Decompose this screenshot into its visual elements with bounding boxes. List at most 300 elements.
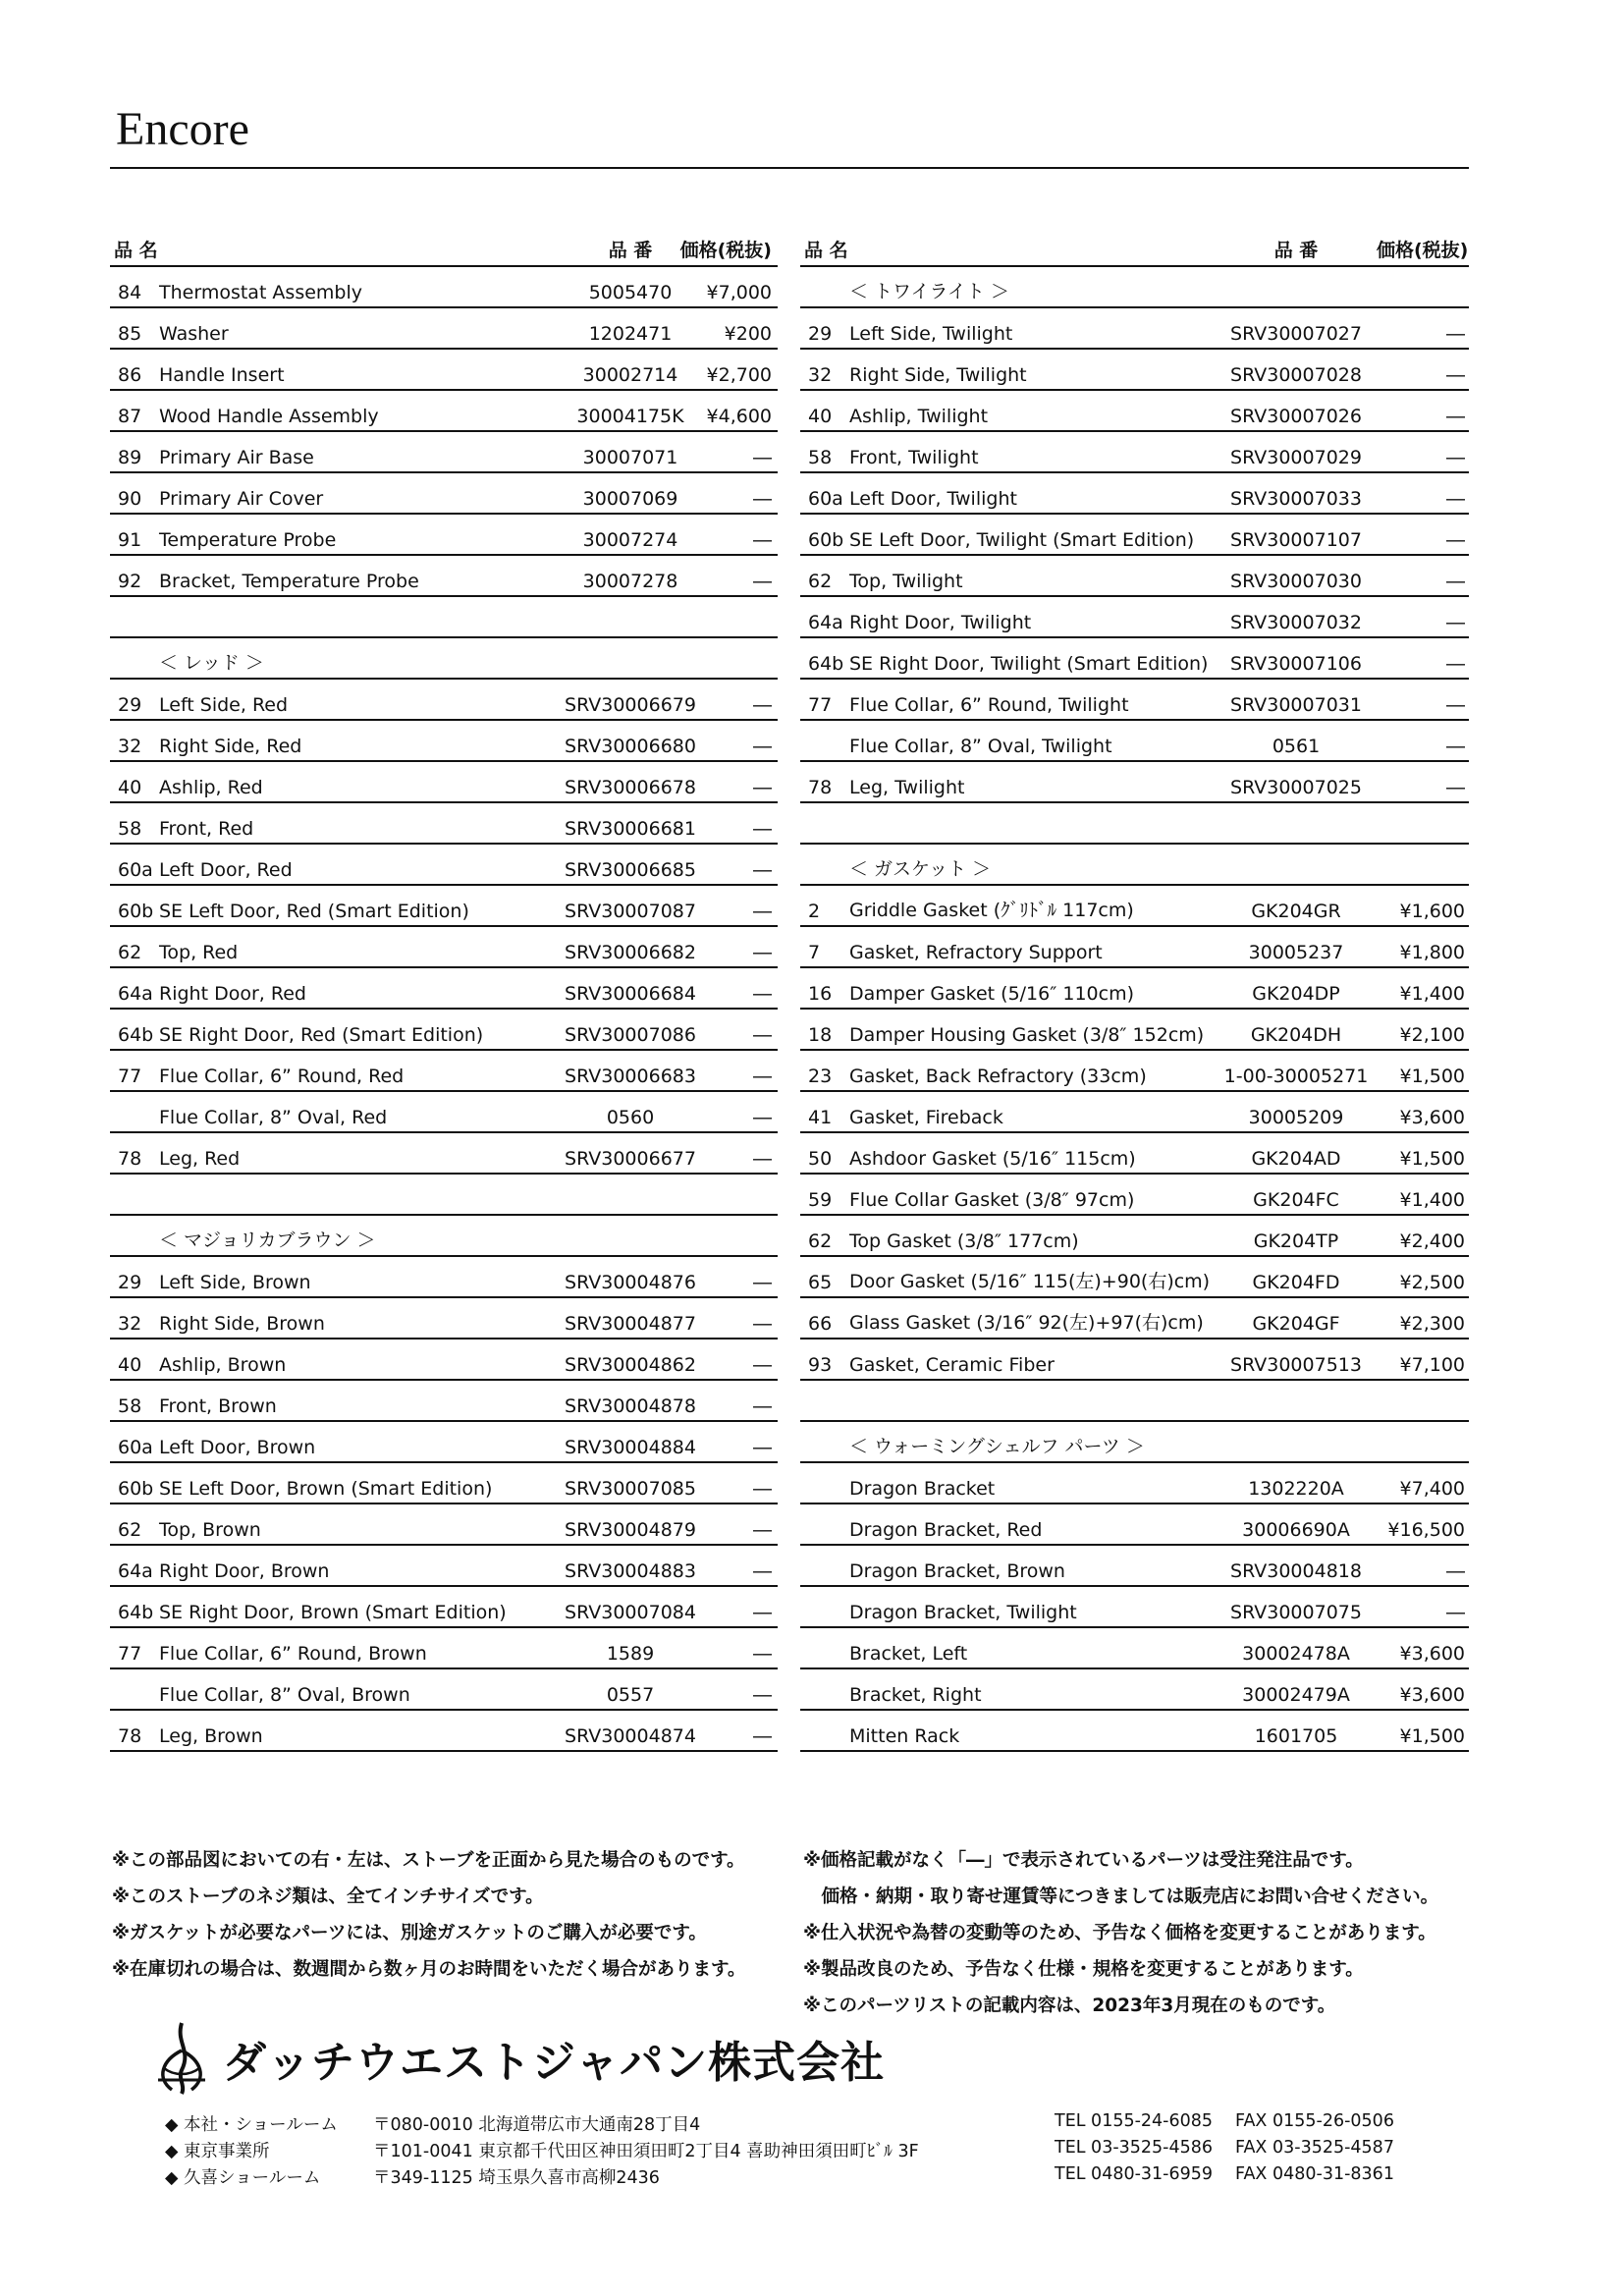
note-line: ※在庫切れの場合は、数週間から数ヶ月のお時間をいただく場合があります。 <box>112 1959 746 1980</box>
item-name: Flue Collar, 8” Oval, Twilight <box>849 736 1112 757</box>
note-line: ※仕入状況や為替の変動等のため、予告なく価格を変更することがあります。 <box>803 1923 1436 1943</box>
item-name: SE Left Door, Brown (Smart Edition) <box>159 1478 493 1500</box>
part-number: 30007071 <box>582 447 678 468</box>
item-price: ― <box>1446 736 1465 757</box>
item-number: 60a <box>808 488 843 510</box>
item-price: ― <box>753 529 772 551</box>
item-name: Leg, Twilight <box>849 777 965 798</box>
part-number: 30007069 <box>582 488 678 510</box>
table-row <box>800 432 1469 473</box>
part-number: SRV30006684 <box>565 983 696 1005</box>
office-fax: FAX 0155-26-0506 <box>1235 2111 1394 2131</box>
part-number: SRV30007107 <box>1230 529 1362 551</box>
section-title: ＜ マジョリカブラウン ＞ <box>159 1230 376 1251</box>
table-row <box>800 308 1469 350</box>
table-row <box>110 1092 778 1133</box>
table-row <box>110 1711 778 1752</box>
item-price: ¥2,700 <box>706 364 772 386</box>
item-name: Left Door, Red <box>159 859 293 881</box>
item-number: 60b <box>808 529 844 551</box>
item-name: Bracket, Temperature Probe <box>159 571 419 592</box>
item-number: 77 <box>808 694 833 716</box>
item-price: ¥3,600 <box>1399 1643 1465 1665</box>
item-name: Right Side, Twilight <box>849 364 1027 386</box>
item-price: ― <box>753 1560 772 1582</box>
table-row <box>800 391 1469 432</box>
table-row <box>800 597 1469 638</box>
table-header <box>800 236 1469 267</box>
item-name: Leg, Red <box>159 1148 241 1170</box>
item-name: Right Door, Twilight <box>849 612 1032 633</box>
part-number: 0561 <box>1272 736 1321 757</box>
table-row <box>110 721 778 762</box>
part-number: GK204AD <box>1251 1148 1341 1170</box>
item-name: Primary Air Base <box>159 447 314 468</box>
item-price: ¥1,800 <box>1399 942 1465 963</box>
item-price: ― <box>1446 488 1465 510</box>
item-price: ― <box>753 571 772 592</box>
table-row <box>110 680 778 721</box>
item-price: ― <box>753 447 772 468</box>
part-number: 0560 <box>606 1107 655 1128</box>
item-number: 64a <box>808 612 843 633</box>
table-row <box>110 1175 778 1216</box>
item-price: ¥7,100 <box>1399 1354 1465 1376</box>
parts-table-left <box>110 236 778 1752</box>
item-number: 78 <box>808 777 833 798</box>
table-row <box>110 927 778 968</box>
item-number: 86 <box>118 364 142 386</box>
table-row <box>800 1339 1469 1381</box>
table-row <box>800 1175 1469 1216</box>
table-row <box>800 1051 1469 1092</box>
part-number: SRV30006679 <box>565 694 696 716</box>
item-price: ― <box>753 736 772 757</box>
part-number: SRV30004884 <box>565 1437 696 1458</box>
item-name: SE Right Door, Twilight (Smart Edition) <box>849 653 1209 675</box>
item-name: Dragon Bracket, Brown <box>849 1560 1065 1582</box>
item-number: 40 <box>808 406 833 427</box>
part-number: SRV30004862 <box>565 1354 696 1376</box>
part-number: SRV30006685 <box>565 859 696 881</box>
item-number: 64b <box>118 1602 154 1623</box>
item-number: 64a <box>118 1560 153 1582</box>
item-number: 87 <box>118 406 142 427</box>
item-name: Left Door, Twilight <box>849 488 1017 510</box>
table-row <box>800 680 1469 721</box>
table-row <box>800 1669 1469 1711</box>
note-line: ※このストーブのネジ類は、全てインチサイズです。 <box>112 1886 544 1907</box>
part-number: 30005237 <box>1248 942 1344 963</box>
item-name: Gasket, Ceramic Fiber <box>849 1354 1055 1376</box>
item-price: ― <box>753 1313 772 1335</box>
item-price: ― <box>1446 571 1465 592</box>
parts-table-right <box>800 236 1469 1752</box>
item-price: ¥2,300 <box>1399 1313 1465 1335</box>
item-price: ― <box>753 1066 772 1087</box>
item-name: Gasket, Back Refractory (33cm) <box>849 1066 1147 1087</box>
table-row <box>800 1133 1469 1175</box>
item-number: 2 <box>808 901 821 922</box>
table-row <box>110 267 778 308</box>
part-number: 30004175K <box>576 406 684 427</box>
note-line: ※この部品図においての右・左は、ストーブを正面から見た場合のものです。 <box>112 1850 745 1871</box>
part-number: 5005470 <box>588 282 673 303</box>
table-row <box>800 515 1469 556</box>
part-number: SRV30007032 <box>1230 612 1362 633</box>
part-number: SRV30004877 <box>565 1313 696 1335</box>
table-row <box>800 473 1469 515</box>
item-number: 32 <box>808 364 833 386</box>
item-number: 18 <box>808 1024 833 1046</box>
table-row <box>110 1504 778 1546</box>
item-price: ¥2,400 <box>1399 1230 1465 1252</box>
section-title: ＜ ウォーミングシェルフ パーツ ＞ <box>849 1436 1145 1457</box>
part-number: SRV30007075 <box>1230 1602 1362 1623</box>
part-number: SRV30007513 <box>1230 1354 1362 1376</box>
item-number: 64b <box>118 1024 154 1046</box>
table-row <box>110 1257 778 1298</box>
notes-left <box>112 1842 746 1988</box>
item-price: ― <box>753 942 772 963</box>
item-price: ― <box>1446 653 1465 675</box>
part-number: 30002479A <box>1242 1684 1350 1706</box>
header-name: 品 名 <box>114 240 158 261</box>
item-price: ― <box>1446 694 1465 716</box>
part-number: SRV30007025 <box>1230 777 1362 798</box>
table-row <box>800 968 1469 1010</box>
part-number: GK204FD <box>1252 1272 1340 1293</box>
item-price: ― <box>753 777 772 798</box>
item-price: ― <box>1446 1560 1465 1582</box>
item-name: Mitten Rack <box>849 1725 960 1747</box>
item-name: Front, Twilight <box>849 447 979 468</box>
item-name: Damper Gasket (5/16″ 110cm) <box>849 983 1135 1005</box>
item-price: ¥7,000 <box>706 282 772 303</box>
section-header-row <box>110 1216 778 1257</box>
section-header-row <box>800 267 1469 308</box>
item-number: 92 <box>118 571 142 592</box>
table-row <box>800 721 1469 762</box>
item-name: Right Door, Red <box>159 983 306 1005</box>
table-row <box>110 473 778 515</box>
item-number: 58 <box>118 818 142 840</box>
part-number: SRV30004874 <box>565 1725 696 1747</box>
item-price: ― <box>753 901 772 922</box>
part-number: SRV30004883 <box>565 1560 696 1582</box>
table-row <box>800 1381 1469 1422</box>
item-name: Top, Red <box>159 942 239 963</box>
table-row <box>800 1216 1469 1257</box>
item-price: ― <box>1446 447 1465 468</box>
item-name: Dragon Bracket, Red <box>849 1519 1043 1541</box>
item-name: Thermostat Assembly <box>159 282 363 303</box>
item-price: ― <box>753 1643 772 1665</box>
item-number: 32 <box>118 736 142 757</box>
office-tel: TEL 0155-24-6085 <box>1055 2111 1214 2131</box>
item-name: Flue Collar, 6” Round, Twilight <box>849 694 1129 716</box>
office-fax: FAX 0480-31-8361 <box>1235 2164 1394 2184</box>
part-number: GK204FC <box>1253 1189 1339 1211</box>
item-number: 89 <box>118 447 142 468</box>
item-number: 85 <box>118 323 142 345</box>
table-row <box>800 927 1469 968</box>
table-row <box>110 845 778 886</box>
part-number: GK204DH <box>1250 1024 1342 1046</box>
part-number: SRV30007031 <box>1230 694 1362 716</box>
item-price: ― <box>1446 323 1465 345</box>
item-name: Top, Twilight <box>849 571 963 592</box>
table-row <box>800 803 1469 845</box>
item-price: ¥3,600 <box>1399 1107 1465 1128</box>
item-name: SE Right Door, Brown (Smart Edition) <box>159 1602 507 1623</box>
header-price: 価格(税抜) <box>1377 240 1469 261</box>
part-number: 30005209 <box>1248 1107 1344 1128</box>
item-number: 60b <box>118 1478 154 1500</box>
item-name: Flue Collar, 8” Oval, Red <box>159 1107 388 1128</box>
item-price: ― <box>753 1148 772 1170</box>
office-name: ◆ 東京事業所 <box>165 2142 270 2161</box>
table-row <box>800 556 1469 597</box>
item-name: Wood Handle Assembly <box>159 406 379 427</box>
item-name: Left Side, Red <box>159 694 289 716</box>
part-number: SRV30007027 <box>1230 323 1362 345</box>
item-name: Top Gasket (3/8″ 177cm) <box>849 1230 1079 1252</box>
item-price: ― <box>753 1437 772 1458</box>
item-price: ― <box>1446 529 1465 551</box>
item-price: ― <box>753 1725 772 1747</box>
item-price: ― <box>1446 1602 1465 1623</box>
part-number: GK204GF <box>1252 1313 1340 1335</box>
section-title: ＜ トワイライト ＞ <box>849 281 1009 302</box>
part-number: GK204DP <box>1252 983 1340 1005</box>
item-number: 62 <box>808 1230 833 1252</box>
item-number: 64a <box>118 983 153 1005</box>
table-row <box>110 1587 778 1628</box>
item-price: ― <box>753 488 772 510</box>
notes-right <box>803 1842 1438 2024</box>
item-number: 77 <box>118 1643 142 1665</box>
item-name: Handle Insert <box>159 364 285 386</box>
part-number: SRV30007085 <box>565 1478 696 1500</box>
item-number: 40 <box>118 1354 142 1376</box>
note-line: ※製品改良のため、予告なく仕様・規格を変更することがあります。 <box>803 1959 1364 1980</box>
item-number: 60b <box>118 901 154 922</box>
company-name: ダッチウエストジャパン株式会社 <box>223 2038 886 2088</box>
part-number: SRV30007106 <box>1230 653 1362 675</box>
item-name: SE Right Door, Red (Smart Edition) <box>159 1024 484 1046</box>
item-number: 93 <box>808 1354 833 1376</box>
item-name: Flue Collar, 6” Round, Brown <box>159 1643 427 1665</box>
table-row <box>110 886 778 927</box>
part-number: 1302220A <box>1248 1478 1344 1500</box>
table-row <box>110 1546 778 1587</box>
table-row <box>800 1546 1469 1587</box>
table-row <box>110 1669 778 1711</box>
item-name: Washer <box>159 323 229 345</box>
item-number: 7 <box>808 942 821 963</box>
item-price: ¥1,600 <box>1399 901 1465 922</box>
table-row <box>110 1051 778 1092</box>
header-part: 品 番 <box>1273 240 1319 261</box>
section-title: ＜ レッド ＞ <box>159 652 264 674</box>
item-price: ― <box>753 1107 772 1128</box>
item-price: ― <box>1446 364 1465 386</box>
part-number: SRV30007084 <box>565 1602 696 1623</box>
item-price: ¥1,500 <box>1399 1725 1465 1747</box>
item-price: ¥1,400 <box>1399 1189 1465 1211</box>
table-row <box>110 1298 778 1339</box>
part-number: SRV30004879 <box>565 1519 696 1541</box>
item-price: ― <box>753 859 772 881</box>
item-price: ¥16,500 <box>1387 1519 1465 1541</box>
table-row <box>110 391 778 432</box>
table-row <box>110 1422 778 1463</box>
part-number: SRV30006683 <box>565 1066 696 1087</box>
part-number: SRV30007030 <box>1230 571 1362 592</box>
office-tel: TEL 03-3525-4586 <box>1055 2138 1214 2158</box>
part-number: 30002714 <box>582 364 678 386</box>
part-number: 30002478A <box>1242 1643 1350 1665</box>
part-number: GK204TP <box>1253 1230 1339 1252</box>
item-name: Left Side, Twilight <box>849 323 1013 345</box>
item-name: Primary Air Cover <box>159 488 324 510</box>
header-part: 品 番 <box>608 240 653 261</box>
table-row <box>110 1010 778 1051</box>
table-row <box>110 308 778 350</box>
item-price: ― <box>753 1395 772 1417</box>
item-number: 16 <box>808 983 833 1005</box>
item-number: 78 <box>118 1725 142 1747</box>
item-name: Gasket, Refractory Support <box>849 942 1103 963</box>
table-row <box>800 1298 1469 1339</box>
item-name: Gasket, Fireback <box>849 1107 1003 1128</box>
office-address: 〒080-0010 北海道帯広市大通南28丁目4 <box>373 2115 701 2135</box>
item-price: ― <box>1446 777 1465 798</box>
item-price: ― <box>753 983 772 1005</box>
item-number: 62 <box>118 942 142 963</box>
table-row <box>110 968 778 1010</box>
table-row <box>800 1010 1469 1051</box>
item-price: ¥2,500 <box>1399 1272 1465 1293</box>
item-number: 59 <box>808 1189 833 1211</box>
item-name: Left Side, Brown <box>159 1272 311 1293</box>
item-name: Flue Collar, 6” Round, Red <box>159 1066 405 1087</box>
table-row <box>110 1339 778 1381</box>
item-price: ― <box>1446 406 1465 427</box>
item-price: ¥7,400 <box>1399 1478 1465 1500</box>
item-number: 65 <box>808 1272 833 1293</box>
note-line: ※価格記載がなく「―」で表示されているパーツは受注発注品です。 <box>803 1850 1364 1871</box>
table-row <box>110 1463 778 1504</box>
item-name: Ashlip, Red <box>159 777 263 798</box>
item-number: 62 <box>118 1519 142 1541</box>
table-header <box>110 236 778 267</box>
item-number: 60a <box>118 1437 153 1458</box>
part-number: SRV30004876 <box>565 1272 696 1293</box>
item-name: Temperature Probe <box>159 529 337 551</box>
part-number: 1601705 <box>1254 1725 1338 1747</box>
item-price: ¥3,600 <box>1399 1684 1465 1706</box>
item-price: ― <box>753 1519 772 1541</box>
item-price: ¥1,500 <box>1399 1066 1465 1087</box>
item-name: Front, Red <box>159 818 254 840</box>
item-name: Glass Gasket (3/16″ 92(左)+97(右)cm) <box>849 1312 1204 1334</box>
part-number: SRV30007087 <box>565 901 696 922</box>
part-number: 30007274 <box>582 529 678 551</box>
part-number: 30007278 <box>582 571 678 592</box>
part-number: SRV30007028 <box>1230 364 1362 386</box>
header-price: 価格(税抜) <box>679 240 772 261</box>
table-row <box>800 1257 1469 1298</box>
note-line: 価格・納期・取り寄せ運賃等につきましては販売店にお問い合せください。 <box>803 1886 1439 1907</box>
office-address: 〒101-0041 東京都千代田区神田須田町2丁目4 喜助神田須田町ﾋﾞﾙ 3F <box>373 2142 919 2161</box>
part-number: SRV30007033 <box>1230 488 1362 510</box>
table-row <box>110 515 778 556</box>
part-number: SRV30006678 <box>565 777 696 798</box>
item-name: Flue Collar, 8” Oval, Brown <box>159 1684 410 1706</box>
table-body <box>800 267 1469 1752</box>
section-header-row <box>800 845 1469 886</box>
part-number: SRV30006680 <box>565 736 696 757</box>
office-tel: TEL 0480-31-6959 <box>1055 2164 1214 2184</box>
item-price: ― <box>753 694 772 716</box>
item-price: ¥200 <box>724 323 772 345</box>
item-number: 62 <box>808 571 833 592</box>
item-price: ¥1,500 <box>1399 1148 1465 1170</box>
table-row <box>110 597 778 638</box>
title-divider <box>110 167 1469 169</box>
table-row <box>110 1133 778 1175</box>
table-row <box>110 350 778 391</box>
item-name: Damper Housing Gasket (3/8″ 152cm) <box>849 1024 1205 1046</box>
table-row <box>800 1504 1469 1546</box>
table-row <box>110 432 778 473</box>
part-number: SRV30006681 <box>565 818 696 840</box>
item-price: ¥2,100 <box>1399 1024 1465 1046</box>
item-name: Right Door, Brown <box>159 1560 330 1582</box>
item-price: ― <box>753 1354 772 1376</box>
item-name: Ashlip, Brown <box>159 1354 287 1376</box>
item-name: Left Door, Brown <box>159 1437 316 1458</box>
table-row <box>800 638 1469 680</box>
item-name: Top, Brown <box>159 1519 261 1541</box>
part-number: 0557 <box>606 1684 655 1706</box>
item-number: 84 <box>118 282 142 303</box>
office-name: ◆ 本社・ショールーム <box>165 2115 338 2135</box>
item-number: 90 <box>118 488 142 510</box>
item-name: Bracket, Left <box>849 1643 968 1665</box>
item-number: 50 <box>808 1148 833 1170</box>
part-number: 1202471 <box>588 323 673 345</box>
flame-logo-icon <box>152 2021 211 2096</box>
item-price: ― <box>753 1478 772 1500</box>
item-number: 60a <box>118 859 153 881</box>
item-number: 77 <box>118 1066 142 1087</box>
item-name: Leg, Brown <box>159 1725 263 1747</box>
note-line: ※ガスケットが必要なパーツには、別途ガスケットのご購入が必要です。 <box>112 1923 707 1943</box>
table-row <box>110 556 778 597</box>
office-fax: FAX 03-3525-4587 <box>1235 2138 1394 2158</box>
part-number: 1-00-30005271 <box>1223 1066 1369 1087</box>
table-body <box>110 267 778 1752</box>
item-number: 66 <box>808 1313 833 1335</box>
item-name: Dragon Bracket, Twilight <box>849 1602 1077 1623</box>
item-price: ― <box>753 1602 772 1623</box>
table-row <box>110 1628 778 1669</box>
item-name: Griddle Gasket (ｸﾞﾘﾄﾞﾙ 117cm) <box>849 900 1134 921</box>
item-name: Dragon Bracket <box>849 1478 996 1500</box>
